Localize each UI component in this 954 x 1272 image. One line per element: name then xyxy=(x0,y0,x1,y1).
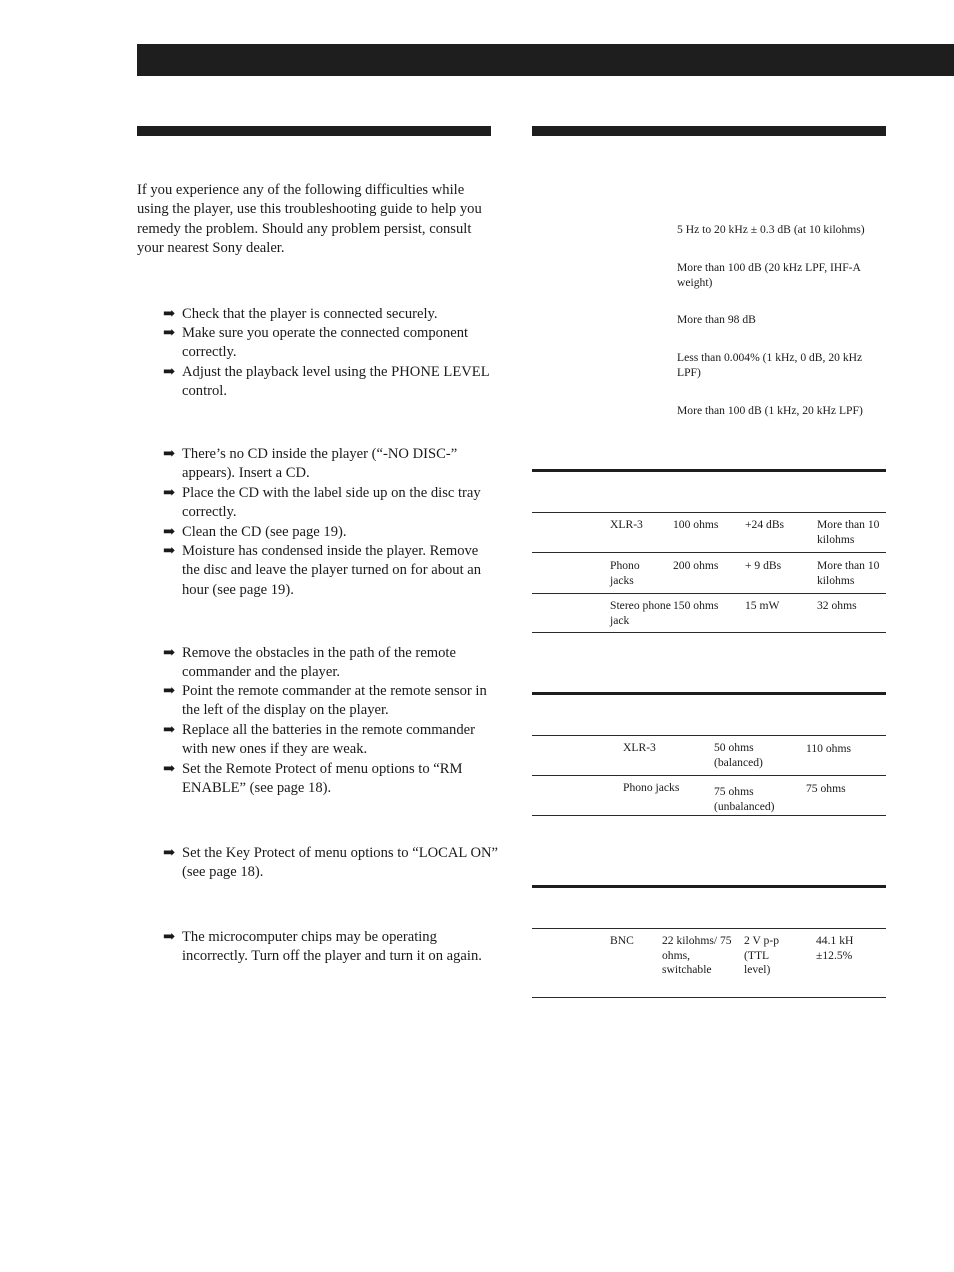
table-cell: 32 ohms xyxy=(817,599,857,612)
remedy-item: ➡ Set the Key Protect of menu options to “LOCAL ON” (see page 18). xyxy=(163,845,499,881)
arrow-right-icon: ➡ xyxy=(163,485,176,501)
digital-outputs-table-bottom-rule xyxy=(532,815,886,816)
table-cell: + 9 dBs xyxy=(745,559,782,572)
remedy-item: ➡ Replace all the batteries in the remote commander with new ones if they are weak. xyxy=(163,722,475,758)
table-row-divider xyxy=(532,775,886,776)
table-cell: 2 V p-p (TTL level) xyxy=(744,934,780,977)
remedy-item: ➡ Check that the player is connected securely. xyxy=(163,305,498,324)
digital-outputs-table-top-rule xyxy=(532,692,886,695)
table-cell: 15 mW xyxy=(745,599,780,612)
table-cell: Phono jacks xyxy=(610,559,640,587)
sync-input-table-bottom-rule xyxy=(532,997,886,998)
page-header-bar xyxy=(137,44,954,76)
arrow-right-icon: ➡ xyxy=(163,524,176,540)
outputs-table-header-rule xyxy=(532,512,886,513)
table-cell: 44.1 kH ±12.5% xyxy=(816,934,854,962)
remedy-item: ➡ Remove the obstacles in the path of the remote commander and the player. xyxy=(163,645,456,681)
table-cell: 75 ohms xyxy=(806,782,846,795)
spec-dynamic-range: More than 98 dB xyxy=(677,313,756,326)
spec-channel-separation: More than 100 dB (1 kHz, 20 kHz LPF) xyxy=(677,404,863,417)
table-cell: 22 kilohms/ 75 ohms, switchable xyxy=(662,934,732,977)
spec-signal-to-noise: More than 100 dB (20 kHz LPF, IHF-A weight) xyxy=(677,261,861,289)
arrow-right-icon: ➡ xyxy=(163,446,176,462)
arrow-right-icon: ➡ xyxy=(163,761,176,777)
arrow-right-icon: ➡ xyxy=(163,845,176,861)
table-cell: 50 ohms (balanced) xyxy=(714,741,763,769)
table-cell: 150 ohms xyxy=(673,599,719,612)
arrow-right-icon: ➡ xyxy=(163,683,176,699)
sync-input-table-header-rule xyxy=(532,928,886,929)
remedy-item: ➡ Moisture has condensed inside the player. Remove the disc and leave the player turned on for about an hour (see page 19). xyxy=(163,543,482,598)
table-cell: 110 ohms xyxy=(806,742,851,755)
table-cell: XLR-3 xyxy=(610,518,643,531)
remedy-item: ➡ There’s no CD inside the player (“-NO DISC-” appears). Insert a CD. xyxy=(163,446,458,482)
arrow-right-icon: ➡ xyxy=(163,364,176,380)
table-cell: More than 10 kilohms xyxy=(817,559,880,587)
table-cell: 100 ohms xyxy=(673,518,719,531)
table-cell: Stereo phone jack xyxy=(610,599,671,627)
outputs-table-top-rule xyxy=(532,469,886,472)
spec-frequency-response: 5 Hz to 20 kHz ± 0.3 dB (at 10 kilohms) xyxy=(677,223,865,236)
table-row-divider xyxy=(532,552,886,553)
remedy-item: ➡ The microcomputer chips may be operating incorrectly. Turn off the player and turn it on again. xyxy=(163,929,482,965)
outputs-table-bottom-rule xyxy=(532,632,886,633)
remedy-item: ➡ Set the Remote Protect of menu options to “RM ENABLE” (see page 18). xyxy=(163,761,463,797)
arrow-right-icon: ➡ xyxy=(163,929,176,945)
arrow-right-icon: ➡ xyxy=(163,722,176,738)
troubleshooting-intro: If you experience any of the following difficulties while using the player, use this troubleshooting guide to help you remedy the problem. Should any problem persist, consult your nearest Sony dealer. xyxy=(137,182,482,256)
digital-outputs-table-header-rule xyxy=(532,735,886,736)
table-cell: XLR-3 xyxy=(623,741,656,754)
table-cell: +24 dBs xyxy=(745,518,785,531)
specifications-section-bar xyxy=(532,126,886,136)
table-cell: 75 ohms (unbalanced) xyxy=(714,785,775,813)
remedy-item: ➡ Point the remote commander at the remote sensor in the left of the display on the player. xyxy=(163,683,487,719)
remedy-item: ➡ Make sure you operate the connected component correctly. xyxy=(163,325,469,361)
spec-harmonic-distortion: Less than 0.004% (1 kHz, 0 dB, 20 kHz LPF) xyxy=(677,351,863,379)
table-cell: More than 10 kilohms xyxy=(817,518,880,546)
remedy-item: ➡ Adjust the playback level using the PHONE LEVEL control. xyxy=(163,364,490,400)
table-row-divider xyxy=(532,593,886,594)
arrow-right-icon: ➡ xyxy=(163,306,176,322)
remedy-item: ➡ Place the CD with the label side up on the disc tray correctly. xyxy=(163,485,481,521)
arrow-right-icon: ➡ xyxy=(163,543,176,559)
table-cell: Phono jacks xyxy=(623,781,680,794)
troubleshooting-section-bar xyxy=(137,126,491,136)
table-cell: 200 ohms xyxy=(673,559,719,572)
table-cell: BNC xyxy=(610,934,634,947)
remedy-item: ➡ Clean the CD (see page 19). xyxy=(163,523,498,542)
arrow-right-icon: ➡ xyxy=(163,325,176,341)
sync-input-table-top-rule xyxy=(532,885,886,888)
arrow-right-icon: ➡ xyxy=(163,645,176,661)
